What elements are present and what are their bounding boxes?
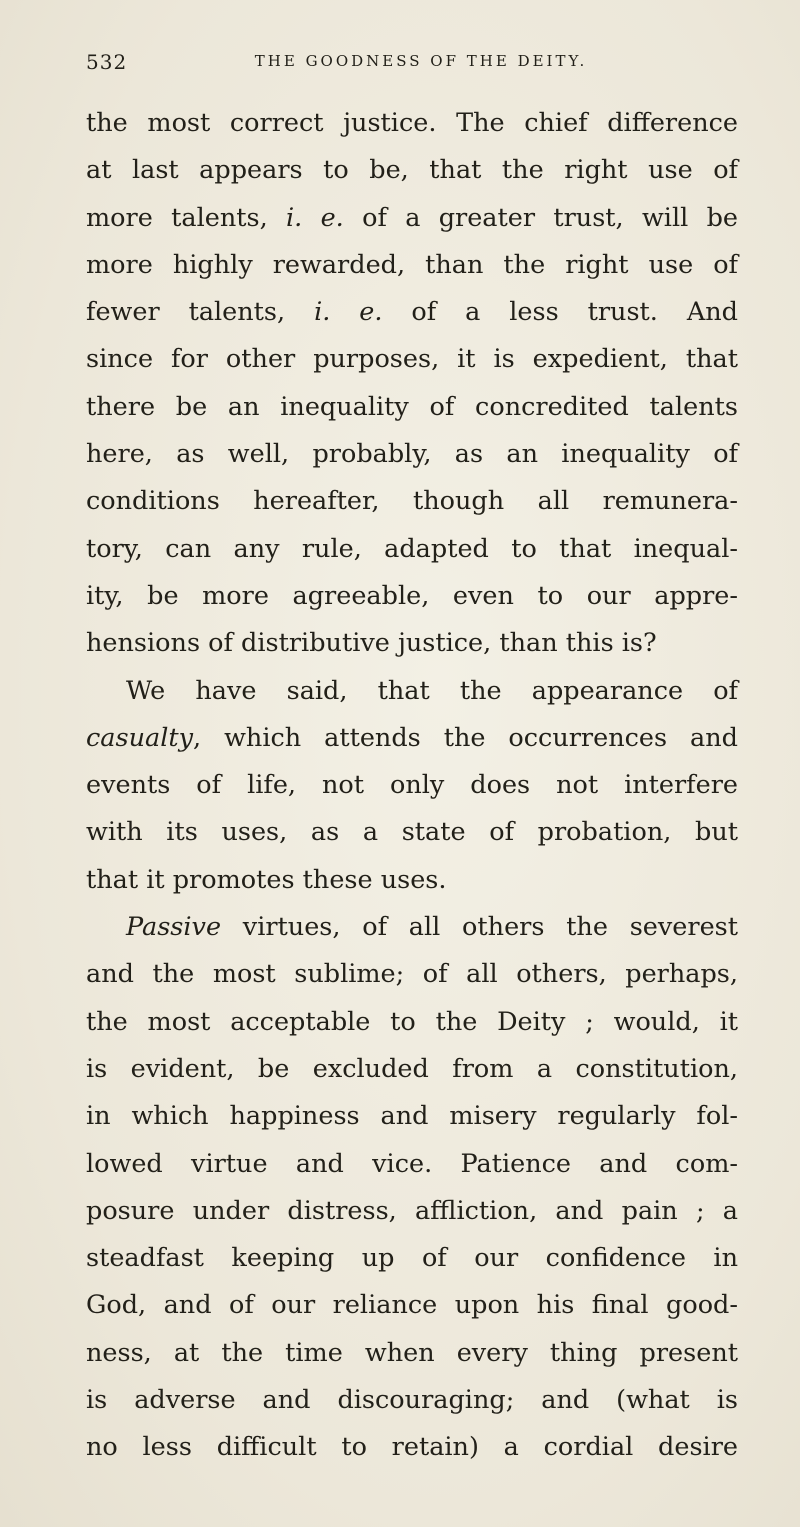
text-segment: in which happiness and misery regularly fol-	[86, 1101, 738, 1132]
text-segment: lowed virtue and vice. Patience and com-	[86, 1148, 738, 1179]
text-line	[86, 1424, 738, 1471]
text-line	[86, 336, 738, 383]
body-text	[86, 100, 738, 1472]
text-line	[86, 668, 738, 715]
text-line	[86, 1235, 738, 1282]
page-header	[86, 50, 726, 80]
text-segment: is adverse and discouraging; and (what is	[86, 1385, 738, 1416]
text-segment: of a less trust. And	[382, 297, 738, 328]
text-segment: at last appears to be, that the right use of	[86, 155, 738, 186]
text-segment: God, and of our reliance upon his final good-	[86, 1290, 738, 1321]
text-line	[86, 1093, 738, 1140]
italic-text: casualty	[86, 722, 194, 753]
text-line	[86, 195, 738, 242]
text-line	[86, 620, 738, 667]
text-line	[86, 1046, 738, 1093]
italic-text: Passive	[126, 912, 222, 943]
text-segment: ness, at the time when every thing present	[86, 1337, 738, 1368]
text-segment: more talents,	[86, 202, 286, 233]
text-line	[86, 1330, 738, 1377]
text-segment: there be an inequality of concredited talents	[86, 391, 738, 422]
text-segment: steadfast keeping up of our confidence in	[86, 1243, 738, 1274]
text-line	[86, 100, 738, 147]
text-segment: posure under distress, affliction, and pain ; a	[86, 1195, 738, 1226]
text-segment: more highly rewarded, than the right use of	[86, 249, 738, 280]
text-segment: of a greater trust, will be	[343, 202, 738, 233]
text-segment: is evident, be excluded from a constitution,	[86, 1053, 738, 1084]
text-line	[86, 289, 738, 336]
text-line	[86, 526, 738, 573]
text-segment: events of life, not only does not interfere	[86, 770, 738, 801]
page-number: 532	[86, 50, 128, 74]
text-line	[86, 857, 738, 904]
text-segment: no less difficult to retain) a cordial desire	[86, 1432, 738, 1463]
text-segment: ity, be more agreeable, even to our appre-	[86, 580, 738, 611]
text-segment: the most correct justice. The chief difference	[86, 108, 738, 138]
text-segment: tory, can any rule, adapted to that inequal-	[86, 533, 738, 564]
text-segment: , which attends the occurrences and	[193, 722, 738, 753]
text-segment: conditions hereafter, though all remunera-	[86, 486, 738, 517]
text-segment: here, as well, probably, as an inequality of	[86, 439, 738, 470]
text-line	[86, 1141, 738, 1188]
text-segment: since for other purposes, it is expedient, that	[86, 344, 738, 375]
text-segment: fewer talents,	[86, 297, 315, 328]
text-segment: the most acceptable to the Deity ; would, it	[86, 1006, 738, 1037]
text-line	[86, 1282, 738, 1329]
running-head: THE GOODNESS OF THE DEITY.	[254, 52, 588, 70]
text-line	[86, 715, 738, 762]
text-line	[86, 904, 738, 951]
text-line	[86, 147, 738, 194]
text-segment: hensions of distributive justice, than this is?	[86, 628, 657, 659]
text-line	[86, 478, 738, 525]
text-line	[86, 1188, 738, 1235]
text-line	[86, 242, 738, 289]
text-segment: and the most sublime; of all others, perhaps,	[86, 959, 738, 990]
italic-text: i. e.	[314, 297, 383, 328]
text-line	[86, 573, 738, 620]
text-line	[86, 1377, 738, 1424]
text-line	[86, 809, 738, 856]
text-segment: that it promotes these uses.	[86, 864, 447, 895]
text-line	[86, 951, 738, 998]
text-line	[86, 431, 738, 478]
text-segment: We have said, that the appearance of	[126, 675, 738, 706]
text-line	[86, 384, 738, 431]
text-line	[86, 762, 738, 809]
text-segment: virtues, of all others the severest	[221, 912, 738, 943]
italic-text: i. e.	[286, 202, 344, 233]
text-segment: with its uses, as a state of probation, but	[86, 817, 738, 848]
text-line	[86, 999, 738, 1046]
